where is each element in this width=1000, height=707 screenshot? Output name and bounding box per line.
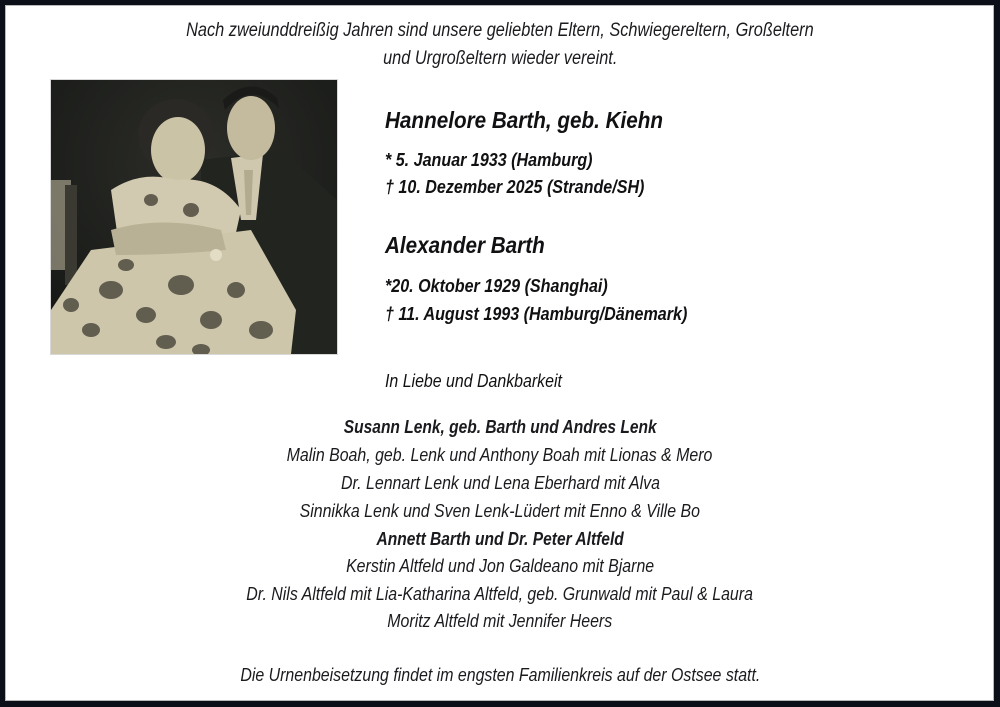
- mourner-line: Sinnikka Lenk und Sven Lenk-Lüdert mit Enno & Ville Bo: [299, 500, 701, 521]
- mourner-line: Dr. Nils Altfeld mit Lia-Katharina Altfeld, geb. Grunwald mit Paul & Laura: [246, 583, 754, 604]
- mourner-line: Malin Boah, geb. Lenk und Anthony Boah mit Lionas & Mero: [287, 444, 713, 465]
- intro-line-2: und Urgroßeltern wieder vereint.: [382, 48, 618, 69]
- mourner-line: Susann Lenk, geb. Barth und Andres Lenk: [343, 416, 657, 437]
- couple-photo: [51, 80, 337, 354]
- mourner-line: Dr. Lennart Lenk und Lena Eberhard mit Alva: [340, 472, 660, 493]
- mourner-line: Kerstin Altfeld und Jon Galdeano mit Bjarne: [345, 555, 655, 576]
- deceased-1-died: † 10. Dezember 2025 (Strande/SH): [385, 176, 645, 197]
- deceased-2-name: Alexander Barth: [385, 232, 545, 258]
- deceased-2-born: *20. Oktober 1929 (Shanghai): [385, 275, 608, 296]
- sepia-photo-image: [51, 80, 337, 354]
- deceased-1-name: Hannelore Barth, geb. Kiehn: [385, 107, 664, 133]
- thanks-line: In Liebe und Dankbarkeit: [385, 370, 562, 391]
- closing-line: Die Urnenbeisetzung findet im engsten Familienkreis auf der Ostsee statt.: [239, 664, 760, 685]
- deceased-1-born: * 5. Januar 1933 (Hamburg): [385, 149, 593, 170]
- deceased-2-died: † 11. August 1993 (Hamburg/Dänemark): [385, 303, 688, 324]
- intro-line-1: Nach zweiunddreißig Jahren sind unsere geliebten Eltern, Schwiegereltern, Großeltern: [186, 20, 814, 41]
- mourner-line: Moritz Altfeld mit Jennifer Heers: [387, 610, 613, 631]
- mourner-line: Annett Barth und Dr. Peter Altfeld: [376, 528, 624, 549]
